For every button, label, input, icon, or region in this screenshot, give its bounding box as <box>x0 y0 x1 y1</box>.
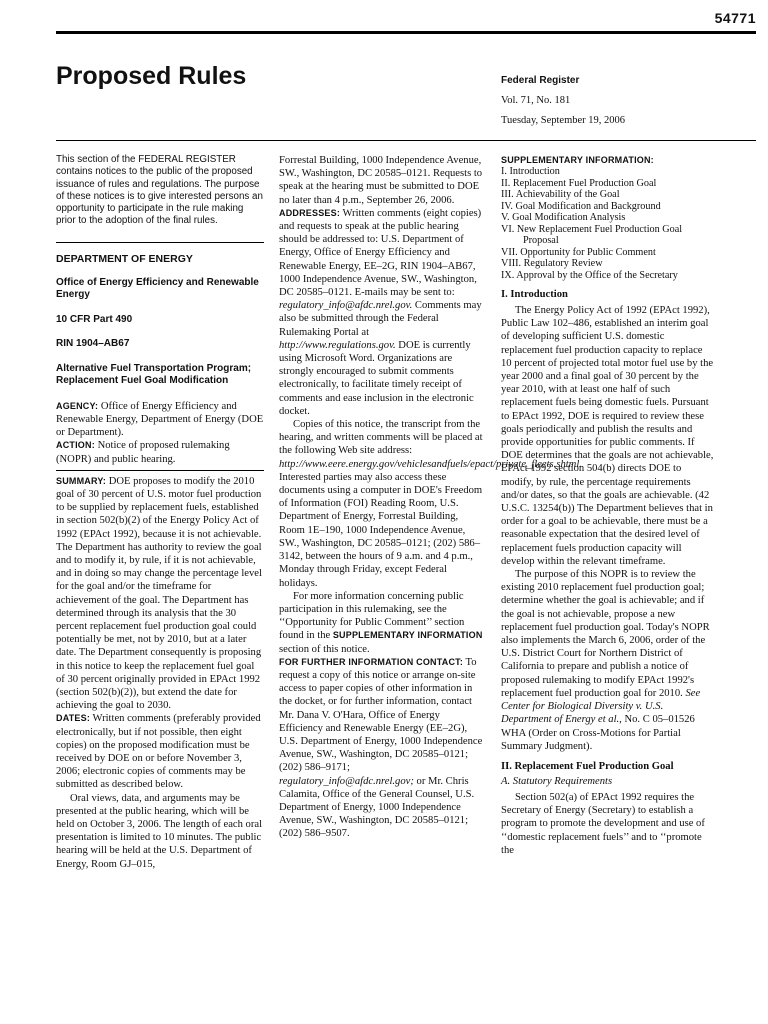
intro-p2-text: The purpose of this NOPR is to review the existing 2010 replacement fuel production goal; determine whether the goal is achievable; and if the goal is not achievable, propose a new replacement fuel production goal. Today's NOPR also implements the March 6, 2006, order of the U.S. District Court for Northern District of California to prepare and publish a notice of proposed rulemaking to modify EPAct 1992's replacement fuel production goal for 2010. <box>501 569 710 699</box>
section-title: Proposed Rules <box>56 62 247 90</box>
introduction-heading: I. Introduction <box>501 289 568 300</box>
dates-label: DATES: <box>56 713 91 724</box>
further-info-paragraph <box>279 656 486 841</box>
further-info-text: To request a copy of this notice or arrange on-site access to paper copies of other information in the docket, or for further information, contact Mr. Dana V. O'Hara, Office of Energy Efficiency and Renewable Energy (EE–2G), U.S. Department of Energy, 1000 Independence Avenue, SW., Washington, DC 20585–0121; (202) 586–9171; <box>279 656 483 774</box>
introduction-paragraph-1: The Energy Policy Act of 1992 (EPAct 1992), Public Law 102–486, established an interim goal of developing sufficient U.S. domestic replacement fuel production capacity to replace 10 percent of projected total motor fuel use by the year 2000 and a final goal of 30 percent by the year 2010, with at least one half of such replacement fuels being domestic fuels. Pursuant to EPAct 1992, DOE is required to review these goals periodically and publish the results and provide opportunities for public comments. If DOE determines that the goals are not achievable, EPAct 1992 section 504(b) directs DOE to modify, by rule, the percentage requirements and/or dates, so that the goals are achievable. (42 U.S.C. 13254(b)) The Department believes that in order for a goal to be achievable, there must be a reasonable expectation that the desired level of replacement fuels production capacity will develop within the relevant timeframe. <box>501 305 714 567</box>
intro-notice: This section of the FEDERAL REGISTER contains notices to the public of the proposed issuance of rules and regulations. The purpose of these notices is to give interested persons an opportunity to participate in the rule making prior to the adoption of the final rules. <box>56 154 263 227</box>
oral-paragraph: Oral views, data, and arguments may be presented at the public hearing, which will be held on October 3, 2006. The length of each oral presentation is limited to 10 minutes. The public hearing will be held at the U.S. Department of Energy, Room GJ–015, <box>56 792 263 870</box>
section-divider <box>56 242 264 243</box>
department-name: DEPARTMENT OF ENERGY <box>56 252 193 265</box>
addresses-paragraph <box>279 207 486 418</box>
summary-label: SUMMARY: <box>56 475 107 486</box>
publication-info <box>501 71 625 131</box>
summary-divider <box>56 470 264 471</box>
office-name: Office of Energy Efficiency and Renewable Energy <box>56 276 259 301</box>
copies-text: Copies of this notice, the transcript from the hearing, and written comments will be placed at the following Web site address: <box>279 419 483 457</box>
goal-heading: II. Replacement Fuel Production Goal <box>501 760 674 772</box>
more-info-text: For more information concerning public participation in this rulemaking, see the ‘‘Opportunity for Public Comment’’ section found in the <box>279 590 465 642</box>
toc-item: III. Achievability of the Goal <box>501 189 620 200</box>
column-1 <box>56 154 264 871</box>
summary-paragraph <box>56 475 264 713</box>
toc-item: IV. Goal Modification and Background <box>501 200 661 212</box>
action-text: Notice of proposed rulemaking (NOPR) and public hearing. <box>56 440 230 465</box>
copies-text-2: Interested parties may also access these documents using a computer in DOE's Freedom of Information (FOI) Reading Room, U.S. Department of Energy, Forrestal Building, Room 1E–190, 1000 Independence Avenue, SW., Washington, DC 20585–0121; (202) 586–3142, between the hours of 9 a.m. and 4 p.m., Monday through Friday, except Federal holidays. <box>279 471 483 589</box>
toc-item: VII. Opportunity for Public Comment <box>501 246 656 258</box>
copies-paragraph <box>279 418 582 590</box>
column-3 <box>501 154 714 857</box>
regulations-url-link[interactable]: http://www.regulations.gov. <box>279 339 396 351</box>
more-info-paragraph <box>279 590 486 656</box>
more-info-text-2: section of this notice. <box>279 643 370 655</box>
dates-text: Written comments (preferably provided electronically, but if not possible, then eight copies) on the proposed modification must be received by DOE on or before November 3, 2006; electronic copies of comments may be submitted as described below. <box>56 713 261 791</box>
toc-item: I. Introduction <box>501 166 560 177</box>
toc-item: Proposal <box>523 235 559 246</box>
header-divider <box>56 140 756 141</box>
agency-paragraph <box>56 400 264 440</box>
header-rule <box>56 31 756 34</box>
further-info-text-2: or Mr. Chris Calamita, Office of the General Counsel, U.S. Department of Energy, 1000 Independence Avenue, SW., Washington, DC 20585–0121; (202) 586–9507. <box>279 775 475 840</box>
addresses-text-2: Comments may also be submitted through the Federal Rulemaking Portal at <box>279 300 482 338</box>
table-of-contents <box>501 166 714 281</box>
agency-text: Office of Energy Efficiency and Renewable Energy, Department of Energy (DOE or Department). <box>56 400 264 439</box>
dates-paragraph <box>56 712 264 791</box>
further-email-link[interactable]: regulatory_info@afdc.nrel.gov; <box>279 775 414 787</box>
toc-item: VIII. Regulatory Review <box>501 258 603 269</box>
publication-date: Tuesday, September 19, 2006 <box>501 115 626 126</box>
location-paragraph: Forrestal Building, 1000 Independence Avenue, SW., Washington, DC 20585–0121. Requests to speak at the hearing must be submitted to DOE no later than 4 p.m., September 26, 2006. <box>279 155 483 206</box>
supplementary-ref-label: SUPPLEMENTARY INFORMATION <box>332 630 483 641</box>
copies-url-link[interactable]: http://www.eere.energy.gov/vehiclesandfuels/epact/private_fleets.shtml. <box>279 458 582 470</box>
introduction-paragraph-2 <box>501 568 714 753</box>
toc-item: IX. Approval by the Office of the Secretary <box>501 269 678 281</box>
addresses-text-3: DOE is currently using Microsoft Word. Organizations are strongly encouraged to submit comments electronically, to facilitate timely receipt of comments and ease inclusion in the electronic docket. <box>279 339 474 417</box>
volume-number: Vol. 71, No. 181 <box>501 95 571 106</box>
further-info-label: FOR FURTHER INFORMATION CONTACT: <box>279 656 464 667</box>
page-number: 54771 <box>714 10 756 26</box>
agency-label: AGENCY: <box>56 400 99 411</box>
addresses-text: Written comments (eight copies) and requests to speak at the public hearing should be addressed to: U.S. Department of Energy, Office of Energy Efficiency and Renewable Energy, EE–2G, RIN 1904–AB67, 1000 Independence Avenue, SW., Washington, DC 20585–0121. E-mails may be sent to: <box>279 207 482 299</box>
document-title: Alternative Fuel Transportation Program; Replacement Fuel Goal Modification <box>56 362 252 387</box>
toc-item: V. Goal Modification Analysis <box>501 212 626 223</box>
statutory-heading: A. Statutory Requirements <box>501 775 613 787</box>
cfr-part: 10 CFR Part 490 <box>56 313 133 325</box>
publication-name: Federal Register <box>501 75 580 86</box>
intro-p2-citation: See Center for Biological Diversity v. U.S. Department of Energy et al., <box>501 687 701 726</box>
addresses-email-link[interactable]: regulatory_info@afdc.nrel.gov. <box>279 300 413 312</box>
rin-number: RIN 1904–AB67 <box>56 338 130 350</box>
toc-item: II. Replacement Fuel Production Goal <box>501 177 657 189</box>
summary-text: DOE proposes to modify the 2010 goal of 30 percent of U.S. motor fuel production to be supplied by replacement fuels, established in section 502(b)(2) of the Energy Policy Act of 1992 (EPAct 1992), because it is not achievable. The Department has authority to review the goal and to modify it, by rule, if it is not achievable, and in doing so may change the percentage level for the goal and/or the timeframe for achievement of the goal. The Department has determined through its analysis that the 30 percent replacement fuel production goal could potentially be met, not by 2010, but at a later date. The Department consequently is proposing in this notice to keep the replacement fuel goal of 30 percent originally provided in EPAct 1992 (section 502(b)(2)), but extend the date for achieving the goal to 2030. <box>56 475 262 712</box>
action-label: ACTION: <box>56 440 95 451</box>
action-paragraph <box>56 439 264 465</box>
supplementary-label: SUPPLEMENTARY INFORMATION: <box>501 155 654 165</box>
toc-item: VI. New Replacement Fuel Production Goal <box>501 223 683 235</box>
intro-p2-end: No. C 05–01526 WHA (Order on Cross-Motions for Partial Summary Judgment). <box>501 714 695 752</box>
statutory-paragraph: Section 502(a) of EPAct 1992 requires the Secretary of Energy (Secretary) to establish a program to promote the development and use of ‘‘domestic replacement fuels’’ and to ‘‘promote the <box>501 791 705 856</box>
addresses-label: ADDRESSES: <box>279 207 341 218</box>
